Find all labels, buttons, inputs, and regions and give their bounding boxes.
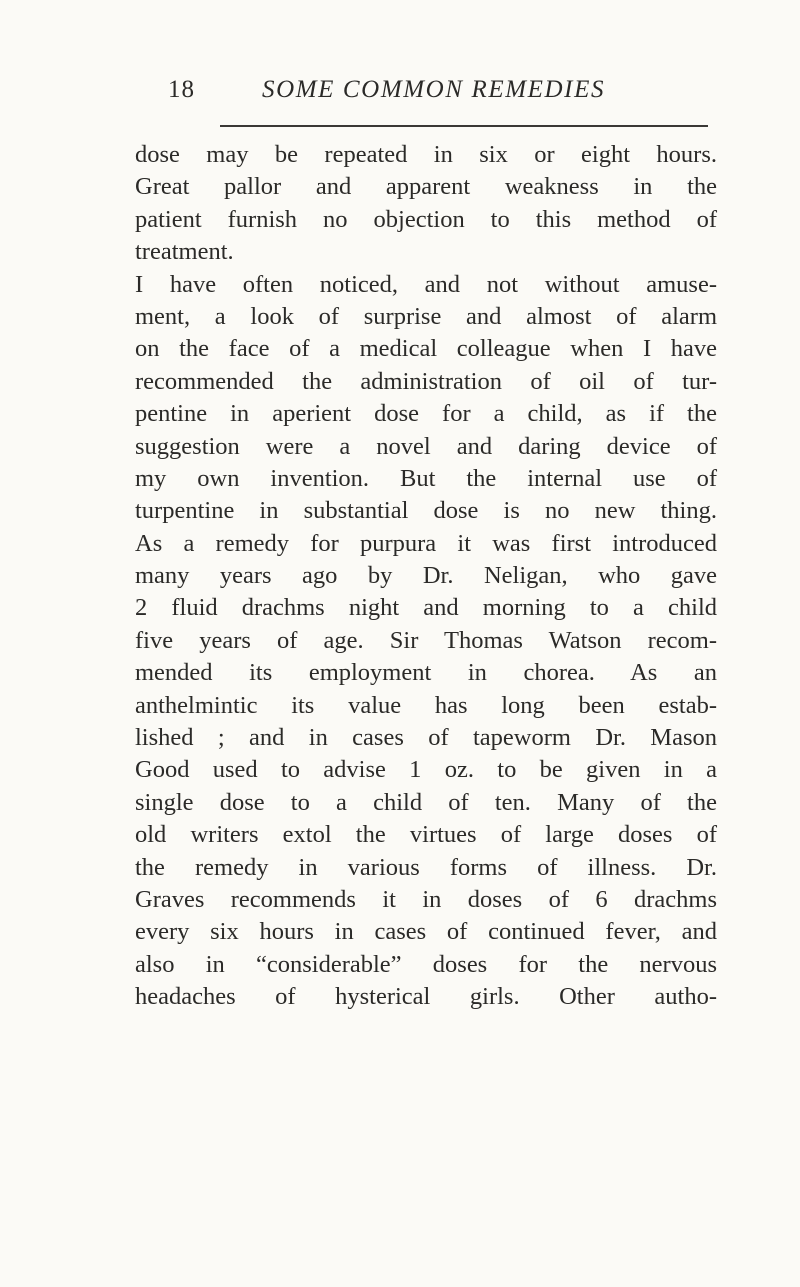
text-line: old writers extol the virtues of large doses of (135, 821, 717, 849)
body-text (135, 139, 717, 1014)
text-line: single dose to a child of ten. Many of the (135, 788, 717, 816)
text-line: the remedy in various forms of illness. Dr. (135, 853, 717, 881)
text-line: my own invention. But the internal use of (135, 464, 717, 492)
text-line: headaches of hysterical girls. Other autho- (135, 983, 717, 1011)
text-line: ment, a look of surprise and almost of alarm (135, 302, 717, 330)
text-line: Graves recommends it in doses of 6 drachms (135, 885, 717, 913)
text-line: dose may be repeated in six or eight hours. (135, 141, 717, 168)
page-number: 18 (168, 76, 195, 103)
text-line: turpentine in substantial dose is no new thing. (135, 497, 717, 525)
text-line: recommended the administration of oil of tur- (135, 367, 717, 395)
running-head (168, 76, 712, 116)
text-line: 2 fluid drachms night and morning to a child (135, 594, 717, 622)
text-line: patient furnish no objection to this method of (135, 205, 717, 233)
text-line: also in “considerable” doses for the nervous (135, 950, 717, 978)
text-line: I have often noticed, and not without amuse- (135, 270, 717, 298)
text-line: anthelmintic its value has long been estab- (135, 691, 717, 719)
header-rule (220, 125, 708, 127)
text-line: As a remedy for purpura it was first introduced (135, 529, 717, 557)
text-line: on the face of a medical colleague when I have (135, 335, 717, 363)
text-line: Great pallor and apparent weakness in the (135, 173, 717, 201)
text-line: suggestion were a novel and daring device of (135, 432, 717, 460)
text-line: every six hours in cases of continued fever, and (135, 918, 717, 946)
text-line: Good used to advise 1 oz. to be given in a (135, 756, 717, 784)
text-line: mended its employment in chorea. As an (135, 659, 717, 687)
text-line: lished ; and in cases of tapeworm Dr. Mason (135, 724, 717, 752)
text-line: five years of age. Sir Thomas Watson recom- (135, 626, 717, 654)
running-title: SOME COMMON REMEDIES (262, 76, 606, 103)
text-line: pentine in aperient dose for a child, as if the (135, 400, 717, 428)
text-line: many years ago by Dr. Neligan, who gave (135, 562, 717, 590)
text-line: treatment. (135, 238, 234, 266)
